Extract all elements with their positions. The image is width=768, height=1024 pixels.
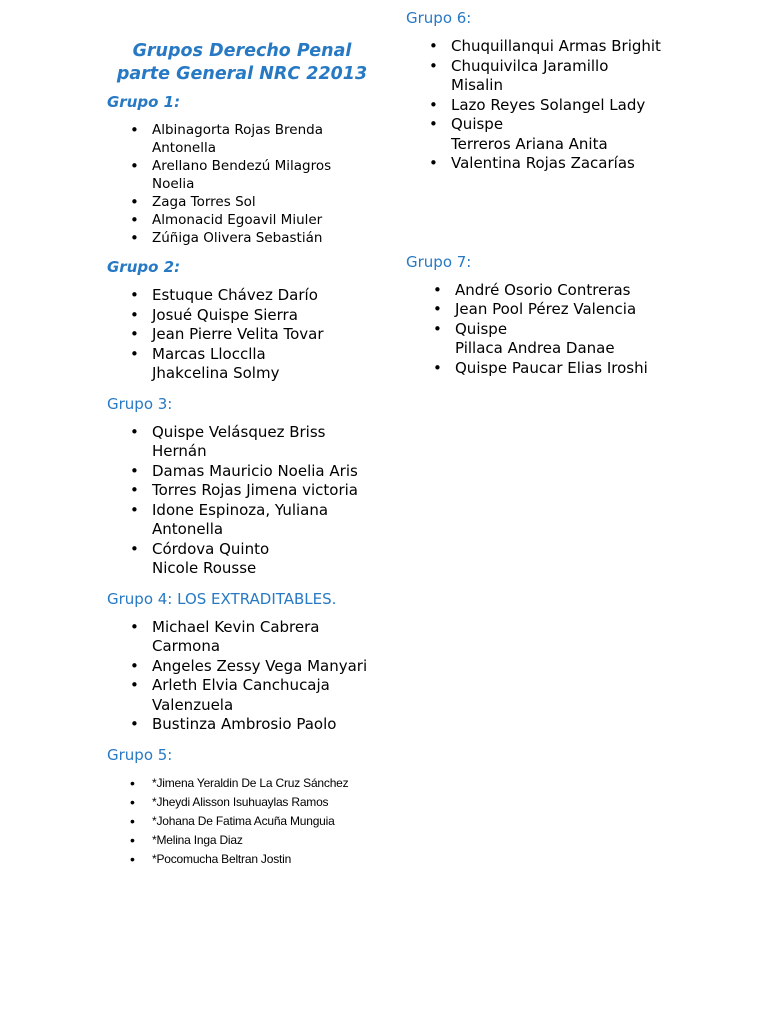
list-item-line: • Quispe — [451, 115, 504, 133]
group-1-list — [107, 121, 377, 247]
list-item: • *Pocomucha Beltran Jostin — [152, 850, 377, 869]
group-4-heading: Grupo 4: LOS EXTRADITABLES. — [107, 589, 337, 608]
group-2-heading: Grupo 2: — [107, 258, 181, 276]
list-item: • Damas Mauricio Noelia Aris — [152, 462, 377, 482]
list-item: • *Melina Inga Diaz — [152, 831, 377, 850]
list-item: • Idone Espinoza, Yuliana Antonella — [152, 501, 377, 540]
group-6-heading: Grupo 6: — [406, 9, 472, 27]
title-line-1: Grupos Derecho Penal — [132, 41, 352, 61]
list-item-line: • Quispe — [455, 319, 508, 338]
group-5 — [107, 745, 377, 869]
list-item-line: Nicole Rousse — [152, 559, 257, 577]
list-item: • *Johana De Fatima Acuña Munguia — [152, 812, 377, 831]
group-7 — [406, 252, 746, 379]
list-item — [451, 115, 661, 154]
list-item: • Chuquillanqui Armas Brighit — [451, 37, 661, 57]
list-item: • Chuquivilca Jaramillo Misalin — [451, 57, 661, 96]
list-item-line: • Córdova Quinto — [152, 539, 270, 558]
group-5-list — [107, 774, 377, 869]
list-item: • André Osorio Contreras — [455, 281, 746, 301]
group-6-list — [406, 37, 661, 174]
list-item: • Zúñiga Olivera Sebastián — [152, 229, 377, 247]
group-1 — [107, 92, 377, 247]
list-item — [152, 345, 377, 384]
list-item: • Josué Quispe Sierra — [152, 306, 377, 326]
group-4 — [107, 589, 377, 735]
title-line-2: parte General NRC 22013 — [116, 64, 368, 84]
list-item: • Albinagorta Rojas Brenda Antonella — [152, 121, 377, 157]
right-column — [406, 8, 746, 388]
group-3 — [107, 394, 377, 579]
left-column — [107, 40, 377, 879]
list-item: • Arleth Elvia Canchucaja Valenzuela — [152, 676, 377, 715]
list-item: • Lazo Reyes Solangel Lady — [451, 96, 661, 116]
group-5-heading: Grupo 5: — [107, 745, 173, 764]
list-item: • Michael Kevin Cabrera Carmona — [152, 618, 377, 657]
list-item-line: • Marcas Llocclla — [152, 344, 266, 363]
group-3-list — [107, 423, 377, 579]
group-2 — [107, 257, 377, 384]
list-item — [152, 540, 377, 579]
list-item: • *Jheydi Alisson Isuhuaylas Ramos — [152, 793, 377, 812]
list-item: • Almonacid Egoavil Miuler — [152, 211, 377, 229]
list-item: • Quispe Velásquez Briss Hernán — [152, 423, 377, 462]
group-4-list — [107, 618, 377, 735]
list-item: • Arellano Bendezú Milagros Noelia — [152, 157, 377, 193]
group-1-heading: Grupo 1: — [107, 93, 181, 111]
list-item-line: Jhakcelina Solmy — [152, 364, 280, 382]
list-item: • Jean Pierre Velita Tovar — [152, 325, 377, 345]
group-7-list — [406, 281, 746, 379]
list-item: • Zaga Torres Sol — [152, 193, 377, 211]
list-item: • Angeles Zessy Vega Manyari — [152, 657, 377, 677]
group-7-heading: Grupo 7: — [406, 252, 472, 271]
list-item: • *Jimena Yeraldin De La Cruz Sánchez — [152, 774, 377, 793]
list-item: • Estuque Chávez Darío — [152, 286, 377, 306]
list-item: • Bustinza Ambrosio Paolo — [152, 715, 377, 735]
group-6 — [406, 8, 746, 174]
document-title — [107, 40, 377, 86]
list-item: • Torres Rojas Jimena victoria — [152, 481, 377, 501]
group-3-heading: Grupo 3: — [107, 394, 173, 413]
list-item-line: Pillaca Andrea Danae — [455, 339, 615, 357]
list-item — [455, 320, 746, 359]
list-item: • Jean Pool Pérez Valencia — [455, 300, 746, 320]
list-item: • Valentina Rojas Zacarías — [451, 154, 661, 174]
list-item-line: Terreros Ariana Anita — [451, 134, 608, 153]
list-item: • Quispe Paucar Elias Iroshi — [455, 359, 746, 379]
group-2-list — [107, 286, 377, 384]
